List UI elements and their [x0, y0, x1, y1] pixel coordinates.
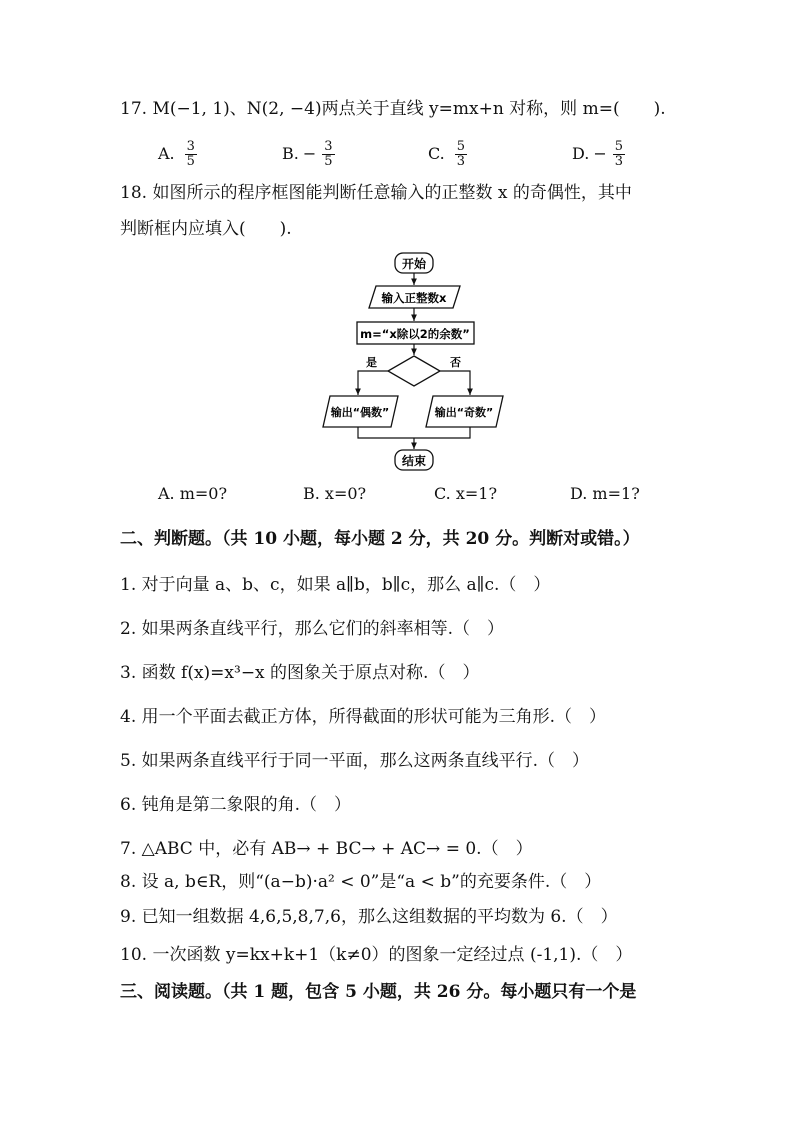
start-label: 开始	[401, 257, 427, 271]
judge-item-2: 2. 如果两条直线平行，那么它们的斜率相等.（ ）	[120, 619, 505, 639]
q17-option-c	[428, 140, 467, 169]
option-sign: −	[593, 144, 607, 163]
option-fraction: $\frac{5}{3}$	[614, 139, 624, 169]
yes-label: 是	[366, 356, 377, 369]
option-letter: D.	[572, 144, 590, 163]
section-2-heading: 二、判断题。（共 10 小题，每小题 2 分，共 20 分。判断对或错。）	[120, 529, 640, 549]
judge-item-9: 9. 已知一组数据 4,6,5,8,7,6，那么这组数据的平均数为 6.（ ）	[120, 907, 618, 927]
end-label: 结束	[401, 454, 427, 468]
flowchart	[0, 250, 800, 480]
option-fraction: $\frac{3}{5}$	[324, 139, 333, 169]
q18-option-c: C. x=1?	[434, 484, 498, 503]
judge-item-6: 6. 钝角是第二象限的角.（ ）	[120, 795, 352, 815]
process-label: m=“x除以2的余数”	[360, 327, 470, 341]
question-17-stem: 17. M(−1, 1)、N(2, −4)两点关于直线 y=mx+n 对称，则 m=( ).	[120, 99, 666, 119]
q17-option-b	[282, 140, 335, 169]
judge-item-3: 3. 函数 f(x)=x³−x 的图象关于原点对称.（ ）	[120, 663, 480, 683]
option-letter: B.	[282, 144, 299, 163]
q17-option-d	[572, 140, 625, 169]
option-fraction: $\frac{5}{3}$	[456, 139, 466, 169]
q18-option-b: B. x=0?	[303, 484, 367, 503]
option-letter: A.	[158, 144, 175, 163]
input-label: 输入正整数x	[381, 291, 447, 305]
judge-item-5: 5. 如果两条直线平行于同一平面，那么这两条直线平行.（ ）	[120, 751, 590, 771]
decision-diamond	[388, 356, 440, 386]
question-18-line-2: 判断框内应填入( ).	[120, 219, 292, 239]
judge-item-10: 10. 一次函数 y=kx+k+1（k≠0）的图象一定经过点 (-1,1).（ ）	[120, 945, 633, 965]
output-even-label: 输出“偶数”	[330, 406, 390, 419]
judge-item-4: 4. 用一个平面去截正方体，所得截面的形状可能为三角形.（ ）	[120, 707, 607, 727]
output-odd-label: 输出“奇数”	[434, 406, 494, 419]
judge-item-1: 1. 对于向量 a、b、c，如果 a∥b，b∥c，那么 a∥c.（ ）	[120, 575, 551, 595]
q18-option-a: A. m=0?	[158, 484, 228, 503]
no-label: 否	[450, 356, 461, 369]
judge-item-7: 7. △ABC 中，必有 AB→ + BC→ + AC→ = 0.（ ）	[120, 839, 533, 859]
option-sign: −	[302, 144, 317, 163]
option-fraction: $\frac{3}{5}$	[186, 139, 195, 169]
option-letter: C.	[428, 144, 445, 163]
judge-item-8: 8. 设 a, b∈R，则“(a−b)·a² < 0”是“a < b”的充要条件.（ ）	[120, 872, 602, 892]
q17-option-a	[158, 140, 197, 169]
question-18-line-1: 18. 如图所示的程序框图能判断任意输入的正整数 x 的奇偶性，其中	[120, 183, 632, 203]
section-3-heading: 三、阅读题。（共 1 题，包含 5 小题，共 26 分。每小题只有一个是	[120, 982, 637, 1002]
q18-option-d: D. m=1?	[570, 484, 640, 503]
